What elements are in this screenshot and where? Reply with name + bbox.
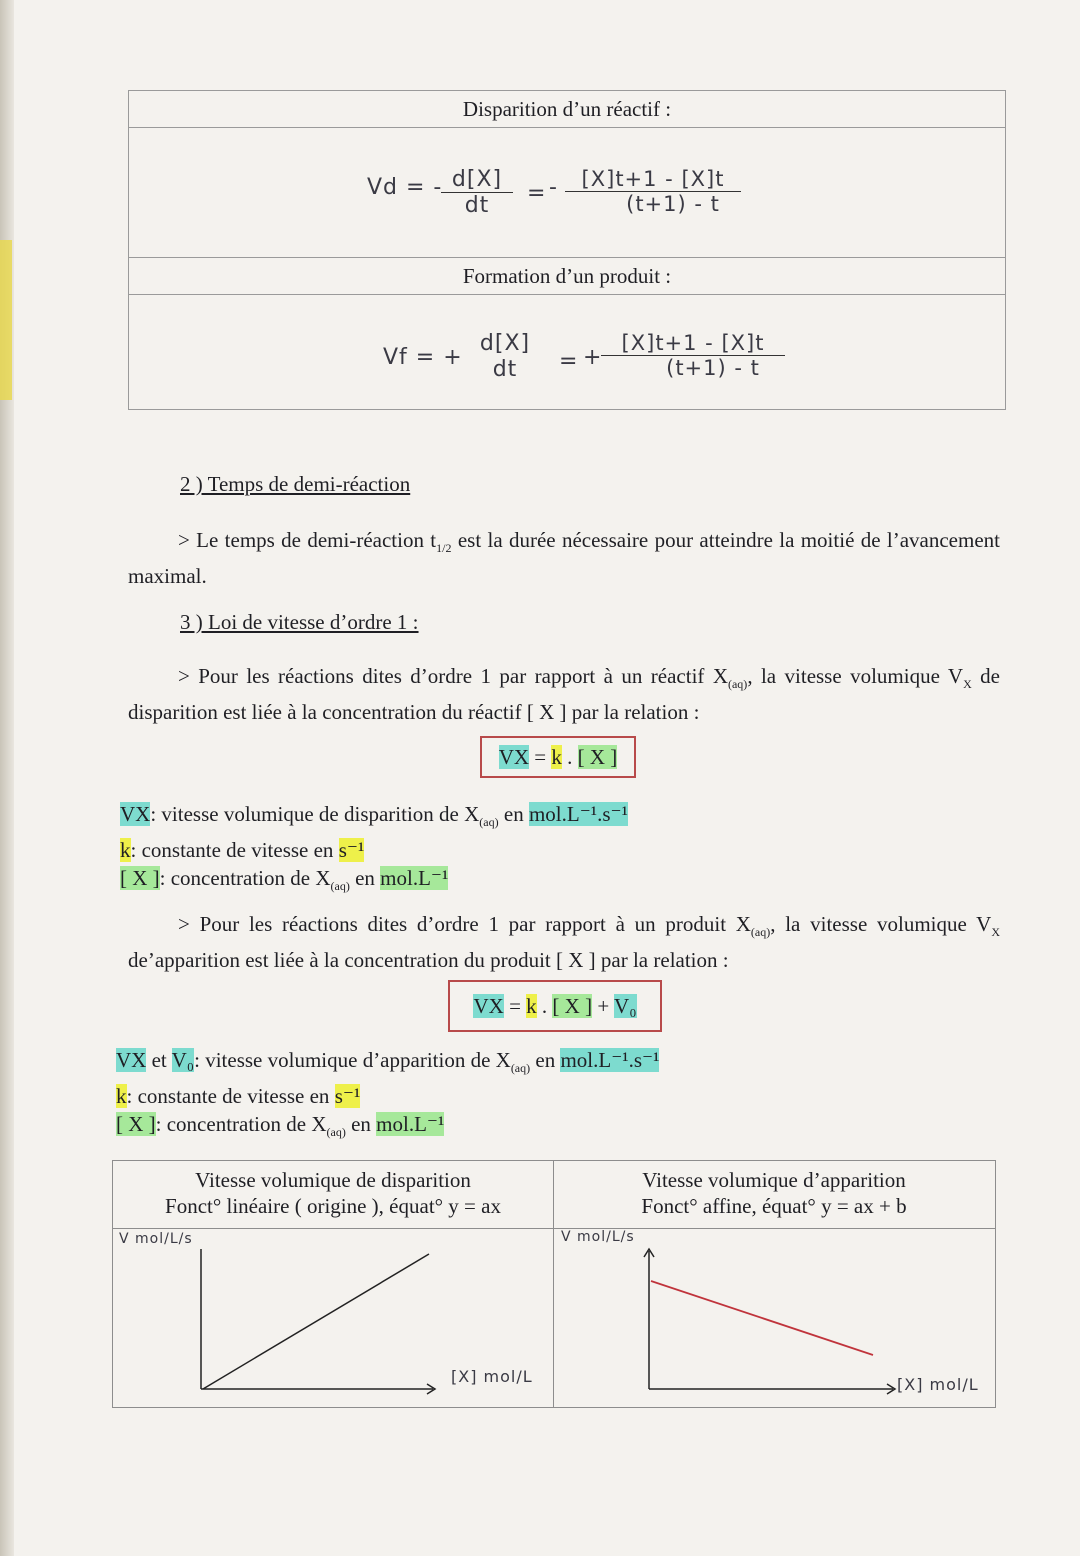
- denominator: dt: [492, 357, 518, 382]
- equals-sign: =: [527, 181, 547, 206]
- subscript: (aq): [727, 677, 748, 692]
- unit: mol.L⁻¹.s⁻¹: [560, 1048, 660, 1072]
- text: de’apparition est liée à la concentration du produit [ X ] par la relation :: [128, 948, 729, 973]
- unit: mol.L⁻¹: [376, 1112, 445, 1137]
- subscript: (aq): [479, 815, 499, 830]
- product-definitions: [116, 1046, 659, 1146]
- y-axis-label: V mol/L/s: [561, 1229, 635, 1245]
- unit: s⁻¹: [338, 838, 365, 863]
- plus-sign: +: [597, 994, 610, 1018]
- symbol-v0: V₀: [614, 994, 637, 1018]
- fraction-1: [465, 331, 545, 382]
- reactant-paragraph: [128, 662, 1000, 726]
- cell-header: [113, 1161, 553, 1229]
- symbol-vx: VX: [473, 994, 504, 1018]
- numerator: [X]t+1 - [X]t: [621, 331, 765, 355]
- text: > Le temps de demi-réaction t: [178, 528, 437, 552]
- dot: .: [567, 745, 573, 769]
- definition-item: [116, 1082, 659, 1110]
- denominator: (t+1) - t: [565, 191, 741, 216]
- definition-item: [120, 836, 628, 864]
- text: de disparition est liée à la concentration du réactif [ X ] par la relation :: [128, 664, 1000, 725]
- cell-header: [553, 1161, 995, 1229]
- symbol: k: [116, 1084, 127, 1109]
- symbol: [ X ]: [120, 866, 160, 891]
- text: : concentration de X: [155, 1112, 327, 1137]
- symbol: V₀: [171, 1048, 195, 1072]
- subscript: X: [991, 925, 1000, 940]
- numerator: d[X]: [479, 331, 531, 356]
- numerator: [X]t+1 - [X]t: [581, 167, 725, 191]
- title: Vitesse volumique d’apparition: [642, 1168, 906, 1192]
- formula-lhs: Vd = -: [367, 175, 443, 200]
- subtitle: Fonct° linéaire ( origine ), équat° y = ax: [165, 1194, 501, 1218]
- x-axis-label: [X] mol/L: [897, 1375, 979, 1394]
- section-2-title: 2 ) Temps de demi-réaction: [180, 472, 411, 496]
- text: en: [530, 1048, 561, 1072]
- symbol-vx: VX: [498, 745, 530, 769]
- first-order-product-formula: [448, 980, 662, 1032]
- reactant-definitions: [120, 800, 628, 900]
- equals-sign: =: [559, 349, 579, 374]
- symbol: VX: [116, 1048, 147, 1072]
- page-edge: [0, 0, 14, 1556]
- unit: mol.L⁻¹: [380, 866, 449, 891]
- text: : vitesse volumique d’apparition de X: [194, 1048, 511, 1072]
- definition-item: [120, 800, 628, 836]
- subtitle: Fonct° affine, équat° y = ax + b: [641, 1194, 907, 1218]
- title: Vitesse volumique de disparition: [195, 1168, 471, 1192]
- rates-table: [128, 90, 1006, 410]
- subscript: X: [963, 677, 972, 692]
- unit: s⁻¹: [334, 1084, 361, 1109]
- product-paragraph: [128, 910, 1000, 974]
- text: : constante de vitesse en: [130, 838, 339, 863]
- symbol-k: k: [551, 745, 562, 769]
- definition-item: [120, 864, 628, 900]
- numerator: d[X]: [451, 167, 503, 192]
- fraction-2: [565, 167, 741, 216]
- subscript: 1/2: [436, 541, 452, 556]
- disappearance-header: Disparition d’un réactif :: [129, 91, 1005, 128]
- text: , la vitesse volumique V: [770, 912, 992, 936]
- x-axis-label: [X] mol/L: [451, 1367, 533, 1386]
- equals-sign: =: [509, 994, 521, 1018]
- page-edge-highlight: [0, 240, 12, 400]
- definition-item: [116, 1110, 659, 1146]
- subscript: (aq): [330, 879, 350, 894]
- text: est la durée nécessaire pour atteindre la moitié de l’avancement maximal.: [128, 528, 1000, 589]
- fraction-1: [441, 167, 513, 218]
- text: en: [345, 1112, 377, 1137]
- plus-sign: +: [583, 345, 603, 370]
- dot: .: [541, 994, 548, 1018]
- denominator: dt: [441, 192, 513, 218]
- text: > Pour les réactions dites d’ordre 1 par rapport à un produit X: [178, 912, 751, 936]
- symbol-x: [ X ]: [552, 994, 593, 1018]
- affine-line: [651, 1281, 873, 1355]
- graphs-table: [112, 1160, 996, 1408]
- equals-sign: =: [534, 745, 547, 769]
- minus-sign: -: [549, 175, 558, 200]
- symbol: [ X ]: [116, 1112, 156, 1137]
- symbol: VX: [120, 802, 151, 826]
- fraction-2: [601, 331, 785, 380]
- disappearance-graph-cell: [113, 1161, 554, 1407]
- section-2-text: [128, 526, 1000, 590]
- definition-item: [116, 1046, 659, 1082]
- appearance-graph-cell: [553, 1161, 995, 1407]
- y-axis-label: V mol/L/s: [119, 1231, 193, 1247]
- denominator: (t+1) - t: [601, 355, 785, 380]
- section-3-title: 3 ) Loi de vitesse d’ordre 1 :: [180, 610, 419, 634]
- formula-lhs: Vf = +: [383, 345, 463, 370]
- formation-header: Formation d’un produit :: [129, 257, 1005, 295]
- symbol-x: [ X ]: [577, 745, 618, 769]
- text: et: [146, 1048, 172, 1072]
- subscript: (aq): [510, 1061, 531, 1076]
- unit: mol.L⁻¹.s⁻¹: [528, 802, 628, 826]
- text: : concentration de X: [159, 866, 331, 891]
- text: > Pour les réactions dites d’ordre 1 par rapport à un réactif X: [178, 664, 728, 688]
- text: , la vitesse volumique V: [747, 664, 964, 688]
- text: en: [349, 866, 381, 891]
- text: : vitesse volumique de disparition de X: [150, 802, 480, 826]
- first-order-reactant-formula: [480, 736, 636, 778]
- symbol-k: k: [526, 994, 537, 1018]
- subscript: (aq): [750, 925, 771, 940]
- symbol: k: [120, 838, 131, 863]
- linear-line: [203, 1254, 429, 1389]
- text: : constante de vitesse en: [126, 1084, 335, 1109]
- text: en: [498, 802, 529, 826]
- subscript: (aq): [326, 1125, 346, 1140]
